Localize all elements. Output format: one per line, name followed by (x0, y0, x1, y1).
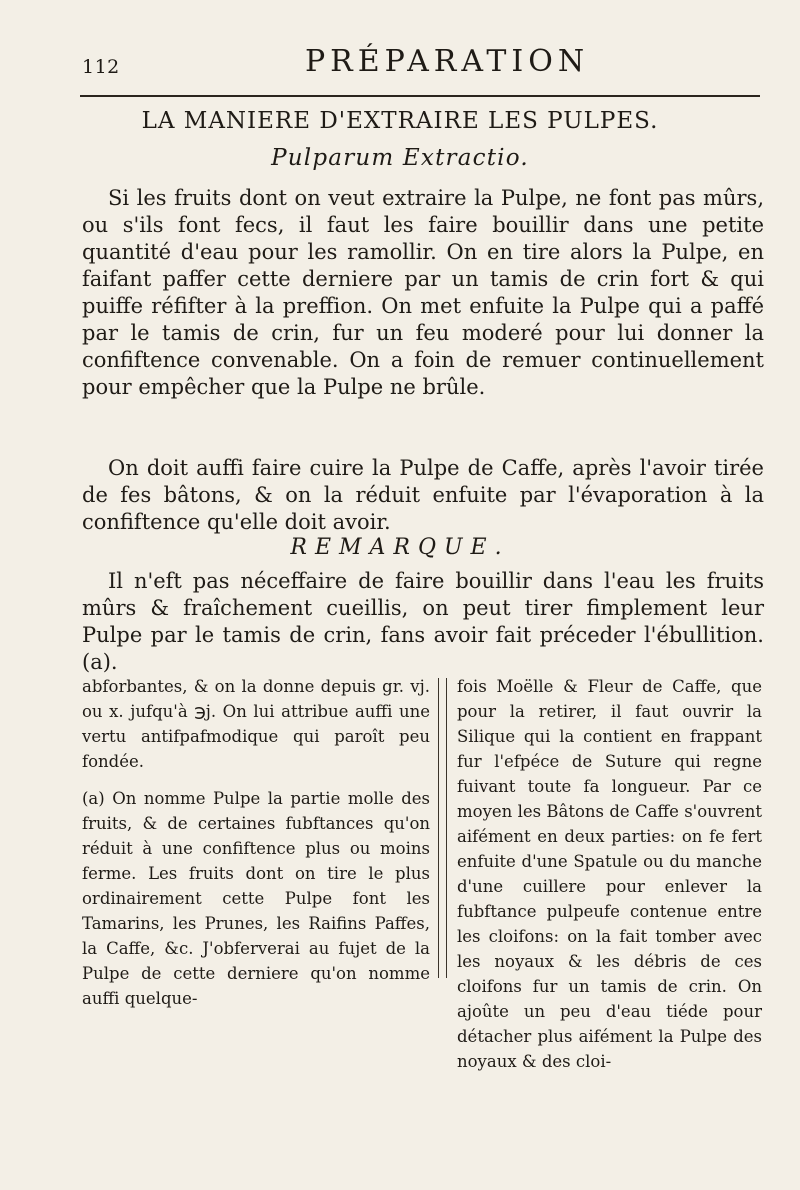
footnote-column-left (82, 674, 430, 1011)
column-divider-2 (446, 678, 447, 978)
footnote-right-text: fois Moëlle & Fleur de Caffe, que pour la retirer, il faut ouvrir la Silique qui la contient en frappant fur l'efpéce de Suture qui regne fuivant toute fa longueur. Par ce moyen les Bâtons de Caffe s'ouvrent aifément en deux parties: on fe fert enfuite d'une Spatule ou du manche d'une cuillere pour enlever la fubftance pulpeufe contenue entre les cloifons: on la fait tomber avec les noyaux & les débris de ces cloifons fur un tamis de crin. On ajoûte un peu d'eau tiéde pour détacher plus aifément la Pulpe des noyaux & des cloi- (457, 677, 762, 1071)
remarque-heading: REMARQUE. (290, 535, 510, 560)
page-number: 112 (82, 56, 120, 78)
header-rule (80, 95, 760, 97)
paragraph-1 (82, 185, 764, 401)
paragraph-1-text: Si les fruits dont on veut extraire la Pulpe, ne font pas mûrs, ou s'ils font fecs, il faut les faire bouillir dans une petite quantité d'eau pour les ramollir. On en tire alors la Pulpe, en faifant paffer cette derniere par un tamis de crin fort & qui puiffe réfifter à la preffion. On met enfuite la Pulpe qui a paffé par le tamis de crin, fur un feu moderé pour lui donner la confiftence convenable. On a foin de remuer continuellement pour empêcher que la Pulpe ne brûle. (82, 186, 764, 399)
footnote-a: (a) On nomme Pulpe la partie molle des fruits, & de certaines fubftances qu'on réduit à une confiftence plus ou moins ferme. Les fruits dont on tire le plus ordinairement cette Pulpe font les Tamarins, les Prunes, les Raifins Paffes, la Caffe, &c. J'obferverai au fujet de la Pulpe de cette derniere qu'on nomme auffi quelque- (82, 789, 430, 1008)
section-subtitle: Pulparum Extractio. (271, 145, 529, 171)
running-head: PRÉPARATION (305, 44, 590, 79)
section-title: LA MANIERE D'EXTRAIRE LES PULPES. (141, 108, 659, 134)
remarque-paragraph (82, 568, 764, 676)
paragraph-2-text: On doit auffi faire cuire la Pulpe de Caffe, après l'avoir tirée de fes bâtons, & on la réduit enfuite par l'évaporation à la confiftence qu'elle doit avoir. (82, 456, 764, 534)
footnote-column-right (457, 674, 762, 1074)
column-divider-1 (438, 678, 439, 978)
footnote-gap (82, 774, 430, 786)
remarque-text: Il n'eft pas néceffaire de faire bouillir dans l'eau les fruits mûrs & fraîchement cueillis, on peut tirer fimplement leur Pulpe par le tamis de crin, fans avoir fait préceder l'ébullition. (a). (82, 569, 764, 674)
paragraph-2 (82, 455, 764, 536)
footnote-continuation: abforbantes, & on la donne depuis gr. vj. ou x. jufqu'à ℈j. On lui attribue auffi une vertu antifpafmodique qui paroît peu fondée. (82, 677, 430, 771)
